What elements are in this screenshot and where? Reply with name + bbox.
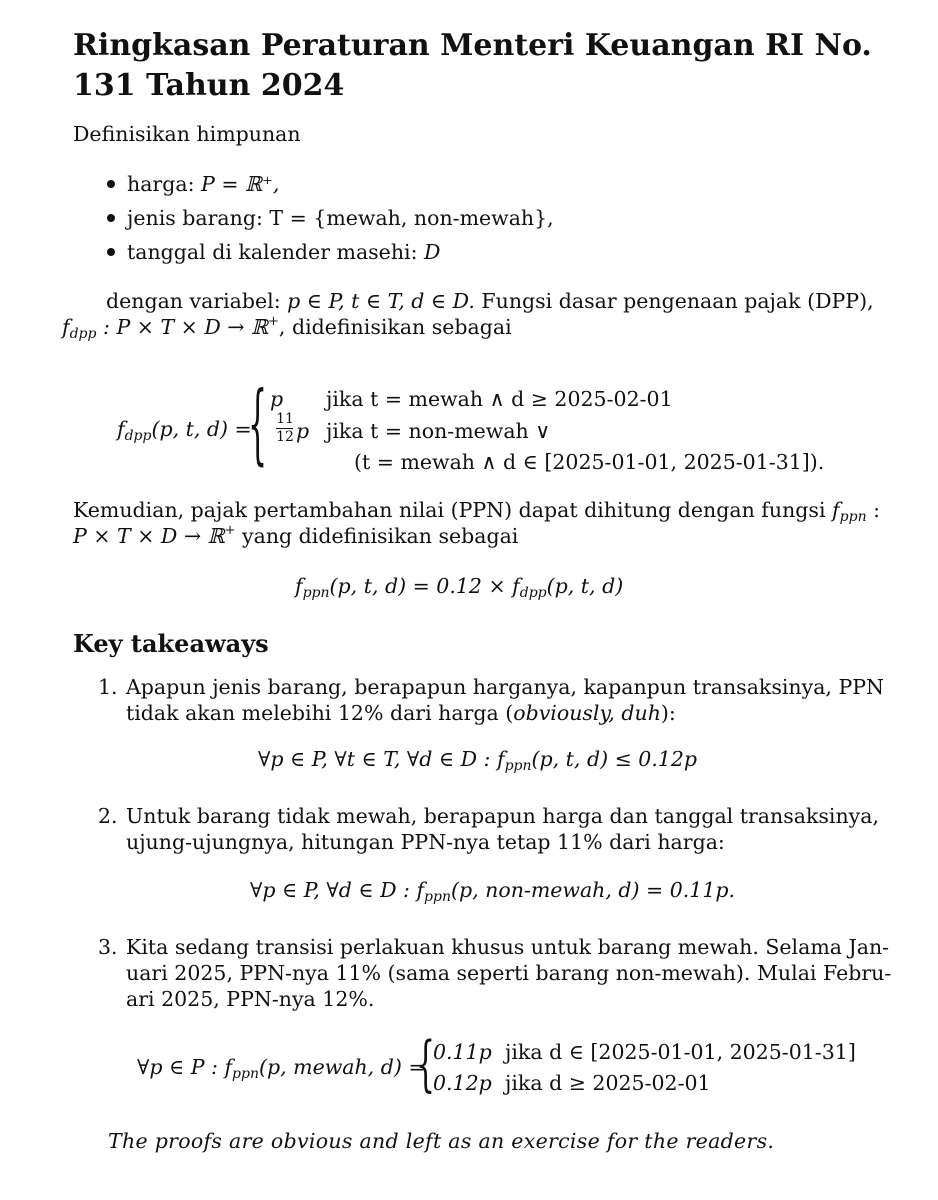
list-number: 3. <box>98 935 118 959</box>
function-superscript: + <box>224 523 236 538</box>
document-title: Ringkasan Peraturan Menteri Keuangan RI No. 131 Tahun 2024 <box>73 28 872 103</box>
dpp-case-2-condition-continued: (t = mewah ∧ d ∈ [2025-01-01, 2025-01-31]). <box>354 450 825 474</box>
bullet-marker <box>107 214 115 222</box>
dpp-case-2-condition: jika t = non-mewah ∨ <box>326 419 551 443</box>
dpp-arguments: (p, t, d) = <box>151 417 252 441</box>
ppn-intro-text: Kemudian, pajak pertambahan nilai (PPN) dapat dihitung dengan fungsi <box>73 498 826 522</box>
function-subscript: ppn <box>504 758 532 774</box>
function-subscript: dpp <box>124 428 152 444</box>
ppn-intro-line-2 <box>73 523 518 553</box>
variables-text: dengan variabel: <box>106 289 281 313</box>
function-symbol: f <box>295 574 303 598</box>
set-math: P = ℝ⁺, <box>201 172 280 196</box>
function-symbol: f <box>496 747 505 771</box>
colon: : <box>873 498 881 522</box>
function-symbol: f <box>117 417 125 441</box>
takeaway-text: ari 2025, PPN-nya 12%. <box>126 987 375 1011</box>
ppn-formula <box>295 573 623 602</box>
variables-line-1 <box>106 288 874 314</box>
dpp-lhs <box>117 416 252 445</box>
variables-line-2 <box>62 314 512 344</box>
function-symbol: f <box>62 315 70 339</box>
fraction-denominator: 12 <box>276 429 294 445</box>
function-subscript: ppn <box>839 509 867 525</box>
function-symbol: f <box>224 1055 233 1079</box>
ppn-intro-line-1 <box>73 497 880 526</box>
case-1-value: 0.11p <box>433 1040 492 1064</box>
takeaway-formula-lhs <box>137 1054 426 1083</box>
takeaway-text <box>126 700 676 726</box>
intro-text: Definisikan himpunan <box>73 122 301 146</box>
list-number: 2. <box>98 804 118 828</box>
dpp-case-1-value: p <box>270 387 284 411</box>
formula-quantifiers: ∀p ∈ P, ∀t ∈ T, ∀d ∈ D : <box>258 747 497 771</box>
definition-text: yang didefinisikan sebagai <box>242 524 519 548</box>
set-item-jenis-barang <box>127 205 554 231</box>
function-subscript: dpp <box>519 585 547 601</box>
ppn-formula-right: (p, t, d) <box>546 574 624 598</box>
formula-body: (p, t, d) ≤ 0.12p <box>531 747 698 771</box>
takeaway-text-part: tidak akan melebihi 12% dari harga ( <box>126 701 514 725</box>
function-superscript: + <box>268 314 279 329</box>
list-number: 1. <box>98 675 118 699</box>
emphasis-text: obviously, duh <box>513 701 661 725</box>
definition-text: , didefinisikan sebagai <box>278 315 512 339</box>
set-item-harga <box>127 171 279 197</box>
takeaway-text-part: ): <box>660 701 676 725</box>
dpp-intro-text: Fungsi dasar pengenaan pajak (DPP), <box>481 289 874 313</box>
set-label: jenis barang: <box>127 206 263 230</box>
set-label: harga: <box>127 172 195 196</box>
set-math: T = {mewah, non-mewah}, <box>269 206 554 230</box>
function-domain: P × T × D → ℝ <box>73 524 225 548</box>
set-label: tanggal di kalender masehi: <box>127 240 418 264</box>
fraction-numerator: 11 <box>276 411 294 427</box>
set-item-tanggal <box>127 239 440 265</box>
takeaway-text: Kita sedang transisi perlakuan khusus untuk barang mewah. Selama Jan- <box>126 935 890 959</box>
section-heading: Key takeaways <box>73 629 269 658</box>
case-2-value: 0.12p <box>433 1071 492 1095</box>
function-symbol: f <box>832 498 840 522</box>
set-math: D <box>424 240 441 264</box>
function-subscript: ppn <box>232 1066 259 1082</box>
function-subscript: ppn <box>302 585 330 601</box>
takeaway-text: Untuk barang tidak mewah, berapapun harga dan tanggal transaksinya, <box>126 804 879 828</box>
takeaway-text: Apapun jenis barang, berapapun harganya, kapanpun transaksinya, PPN <box>126 675 884 699</box>
function-subscript: dpp <box>69 326 97 342</box>
takeaway-formula <box>258 746 697 775</box>
formula-body: (p, mewah, d) = <box>258 1055 426 1079</box>
takeaway-formula <box>250 877 735 906</box>
function-symbol: f <box>512 574 520 598</box>
variables-math: p ∈ P, t ∈ T, d ∈ D. <box>287 289 475 313</box>
dpp-case-1-condition: jika t = mewah ∧ d ≥ 2025-02-01 <box>326 387 673 411</box>
formula-quantifiers: ∀p ∈ P : <box>137 1055 225 1079</box>
closing-note: The proofs are obvious and left as an exercise for the readers. <box>108 1129 775 1153</box>
bullet-marker <box>107 248 115 256</box>
takeaway-text: uari 2025, PPN-nya 11% (sama seperti barang non-mewah). Mulai Febru- <box>126 961 892 985</box>
function-symbol: f <box>416 878 425 902</box>
dpp-case-2-value: p <box>296 419 310 443</box>
formula-body: (p, non-mewah, d) = 0.11p. <box>451 878 736 902</box>
function-domain: : P × T × D → ℝ <box>103 315 269 339</box>
left-brace: { <box>416 1030 436 1100</box>
ppn-formula-left: (p, t, d) = 0.12 × <box>329 574 513 598</box>
case-1-condition: jika d ∈ [2025-01-01, 2025-01-31] <box>505 1040 856 1064</box>
left-brace: { <box>248 375 268 477</box>
case-2-condition: jika d ≥ 2025-02-01 <box>505 1071 711 1095</box>
function-subscript: ppn <box>424 889 451 905</box>
takeaway-text: ujung-ujungnya, hitungan PPN-nya tetap 11% dari harga: <box>126 830 725 854</box>
bullet-marker <box>107 180 115 188</box>
formula-quantifiers: ∀p ∈ P, ∀d ∈ D : <box>250 878 417 902</box>
